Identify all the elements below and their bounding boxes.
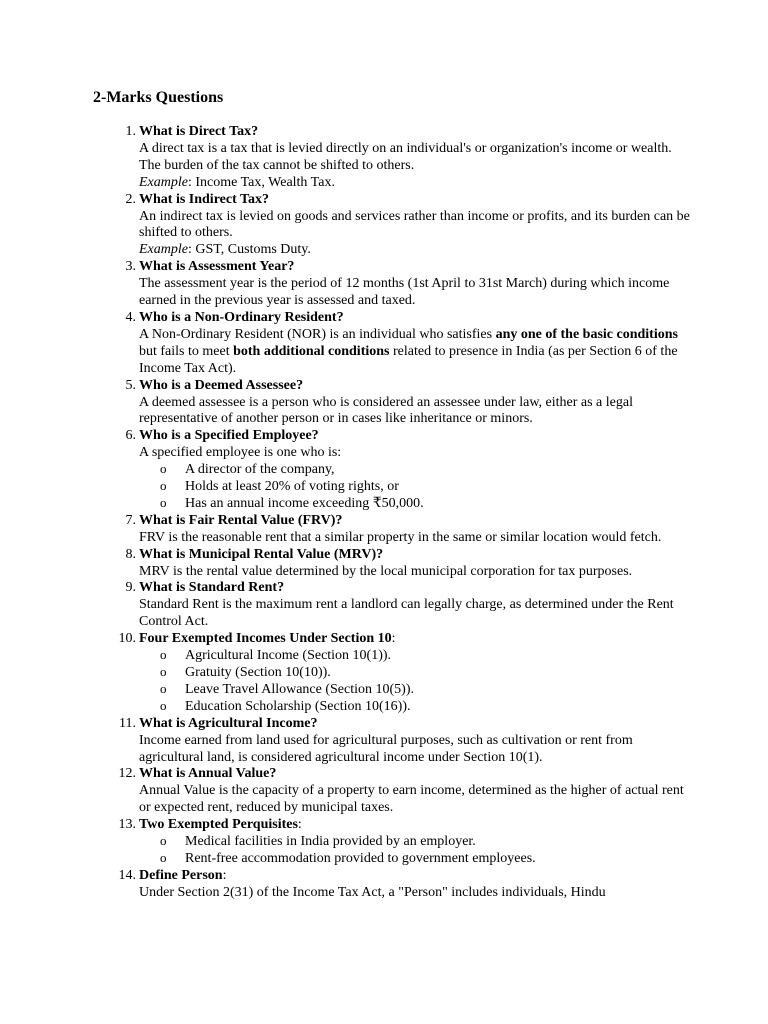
title-colon: : (222, 867, 227, 883)
bullet-marker-icon: o (160, 680, 167, 696)
question-number: 14. (118, 867, 136, 883)
bullet-item (139, 665, 693, 682)
answer-text: A deemed assessee is a person who is considered an assessee under law, either as a legal representative of another person or in cases like inheritance or minors. (139, 394, 633, 427)
question-item (93, 580, 693, 631)
question-number: 3. (125, 259, 136, 275)
question-title-line (139, 868, 693, 885)
question-item (93, 428, 693, 513)
question-number: 7. (125, 512, 136, 528)
bullet-list (139, 462, 693, 513)
question-title: What is Indirect Tax? (139, 191, 270, 207)
answer-text: A direct tax is a tax that is levied directly on an individual's or organization's income or wealth. The burden of the tax cannot be shifted to others. (139, 140, 672, 173)
question-item (93, 378, 693, 429)
question-title: What is Municipal Rental Value (MRV)? (139, 546, 384, 562)
question-title: What is Assessment Year? (139, 259, 295, 275)
bullet-item (139, 699, 693, 716)
answer-text: MRV is the rental value determined by the local municipal corporation for tax purposes. (139, 563, 633, 579)
bullet-item (139, 648, 693, 665)
answer-text: A specified employee is one who is: (139, 445, 342, 461)
question-list (93, 124, 693, 902)
question-number: 1. (125, 124, 136, 139)
title-colon: : (297, 817, 302, 833)
question-title: Who is a Specified Employee? (139, 428, 319, 444)
question-number: 6. (125, 428, 136, 444)
question-number: 2. (125, 191, 136, 207)
answer-text: Under Section 2(31) of the Income Tax Act, a "Person" includes individuals, Hindu (139, 884, 606, 900)
bullet-text: Has an annual income exceeding ₹50,000. (185, 495, 424, 511)
question-title: Who is a Non-Ordinary Resident? (139, 309, 344, 325)
example-text: : GST, Customs Duty. (187, 242, 311, 258)
bullet-marker-icon: o (160, 461, 167, 477)
question-item (93, 766, 693, 817)
question-title: What is Direct Tax? (139, 124, 259, 139)
answer-text-bold: both additional conditions (233, 343, 390, 359)
bullet-marker-icon: o (160, 849, 167, 865)
bullet-marker-icon: o (160, 494, 167, 510)
question-number: 10. (118, 631, 136, 647)
question-number: 4. (125, 309, 136, 325)
bullet-item (139, 682, 693, 699)
bullet-text: Leave Travel Allowance (Section 10(5)). (185, 681, 414, 697)
bullet-item (139, 834, 693, 851)
question-title: What is Standard Rent? (139, 580, 285, 596)
question-title: Define Person (139, 867, 223, 883)
question-item (93, 817, 693, 868)
bullet-marker-icon: o (160, 664, 167, 679)
bullet-item (139, 851, 693, 868)
answer-text-bold: any one of the basic conditions (495, 326, 678, 342)
example-text: : Income Tax, Wealth Tax. (187, 174, 335, 190)
bullet-text: Holds at least 20% of voting rights, or (185, 479, 399, 495)
question-number: 9. (125, 580, 136, 596)
question-item (93, 192, 693, 260)
question-item (93, 631, 693, 716)
answer-text-part: A Non-Ordinary Resident (NOR) is an individual who satisfies (139, 326, 496, 342)
answer-text: Standard Rent is the maximum rent a landlord can legally charge, as determined under the Rent Control Act. (139, 597, 674, 630)
bullet-text: Agricultural Income (Section 10(1)). (185, 648, 392, 664)
answer-text (139, 327, 693, 378)
question-number: 8. (125, 546, 136, 562)
title-colon: : (391, 631, 396, 647)
question-title-line (139, 817, 693, 834)
question-item (93, 310, 693, 378)
answer-text: The assessment year is the period of 12 months (1st April to 31st March) during which income earned in the previous year is assessed and taxed. (139, 276, 670, 309)
answer-text: Annual Value is the capacity of a property to earn income, determined as the higher of actual rent or expected rent, reduced by municipal taxes. (139, 783, 684, 816)
bullet-text: A director of the company, (185, 462, 335, 478)
answer-text: FRV is the reasonable rent that a similar property in the same or similar location would fetch. (139, 529, 662, 545)
example-label: Example (139, 174, 188, 190)
question-item (93, 547, 693, 581)
question-number: 11. (119, 715, 136, 731)
question-title-line (139, 631, 693, 648)
question-item (93, 716, 693, 767)
bullet-marker-icon: o (160, 478, 167, 494)
question-title: What is Agricultural Income? (139, 715, 318, 731)
question-number: 13. (118, 817, 136, 833)
section-heading: 2-Marks Questions (93, 89, 224, 106)
question-number: 5. (125, 377, 136, 393)
bullet-marker-icon: o (160, 833, 167, 849)
question-item (93, 259, 693, 310)
question-title: What is Annual Value? (139, 766, 277, 782)
bullet-list (139, 648, 693, 716)
answer-text-part: related to presence in India (as per Section 6 of the Income Tax Act). (139, 343, 678, 376)
example-line (139, 242, 693, 259)
bullet-item (139, 462, 693, 479)
question-item (93, 513, 693, 547)
bullet-marker-icon: o (160, 697, 167, 713)
bullet-text: Gratuity (Section 10(10)). (185, 665, 331, 680)
bullet-text: Rent-free accommodation provided to government employees. (185, 850, 536, 866)
answer-text-part: but fails to meet (139, 343, 234, 359)
question-title: What is Fair Rental Value (FRV)? (139, 512, 343, 528)
bullet-text: Education Scholarship (Section 10(16)). (185, 698, 411, 714)
bullet-list (139, 834, 693, 868)
example-label: Example (139, 242, 188, 258)
example-line (139, 175, 693, 192)
question-title: Who is a Deemed Assessee? (139, 377, 304, 393)
bullet-marker-icon: o (160, 647, 167, 663)
bullet-item (139, 479, 693, 496)
answer-text: An indirect tax is levied on goods and services rather than income or profits, and its burden can be shifted to others. (139, 208, 690, 241)
answer-text: Income earned from land used for agricultural purposes, such as cultivation or rent from agricultural land, is considered agricultural income under Section 10(1). (139, 732, 633, 765)
question-title: Four Exempted Incomes Under Section 10 (139, 631, 392, 647)
question-number: 12. (118, 766, 136, 782)
question-item (93, 868, 693, 902)
question-item (93, 124, 693, 192)
bullet-item (139, 496, 693, 513)
bullet-text: Medical facilities in India provided by an employer. (185, 834, 476, 850)
question-title: Two Exempted Perquisites (139, 817, 298, 833)
